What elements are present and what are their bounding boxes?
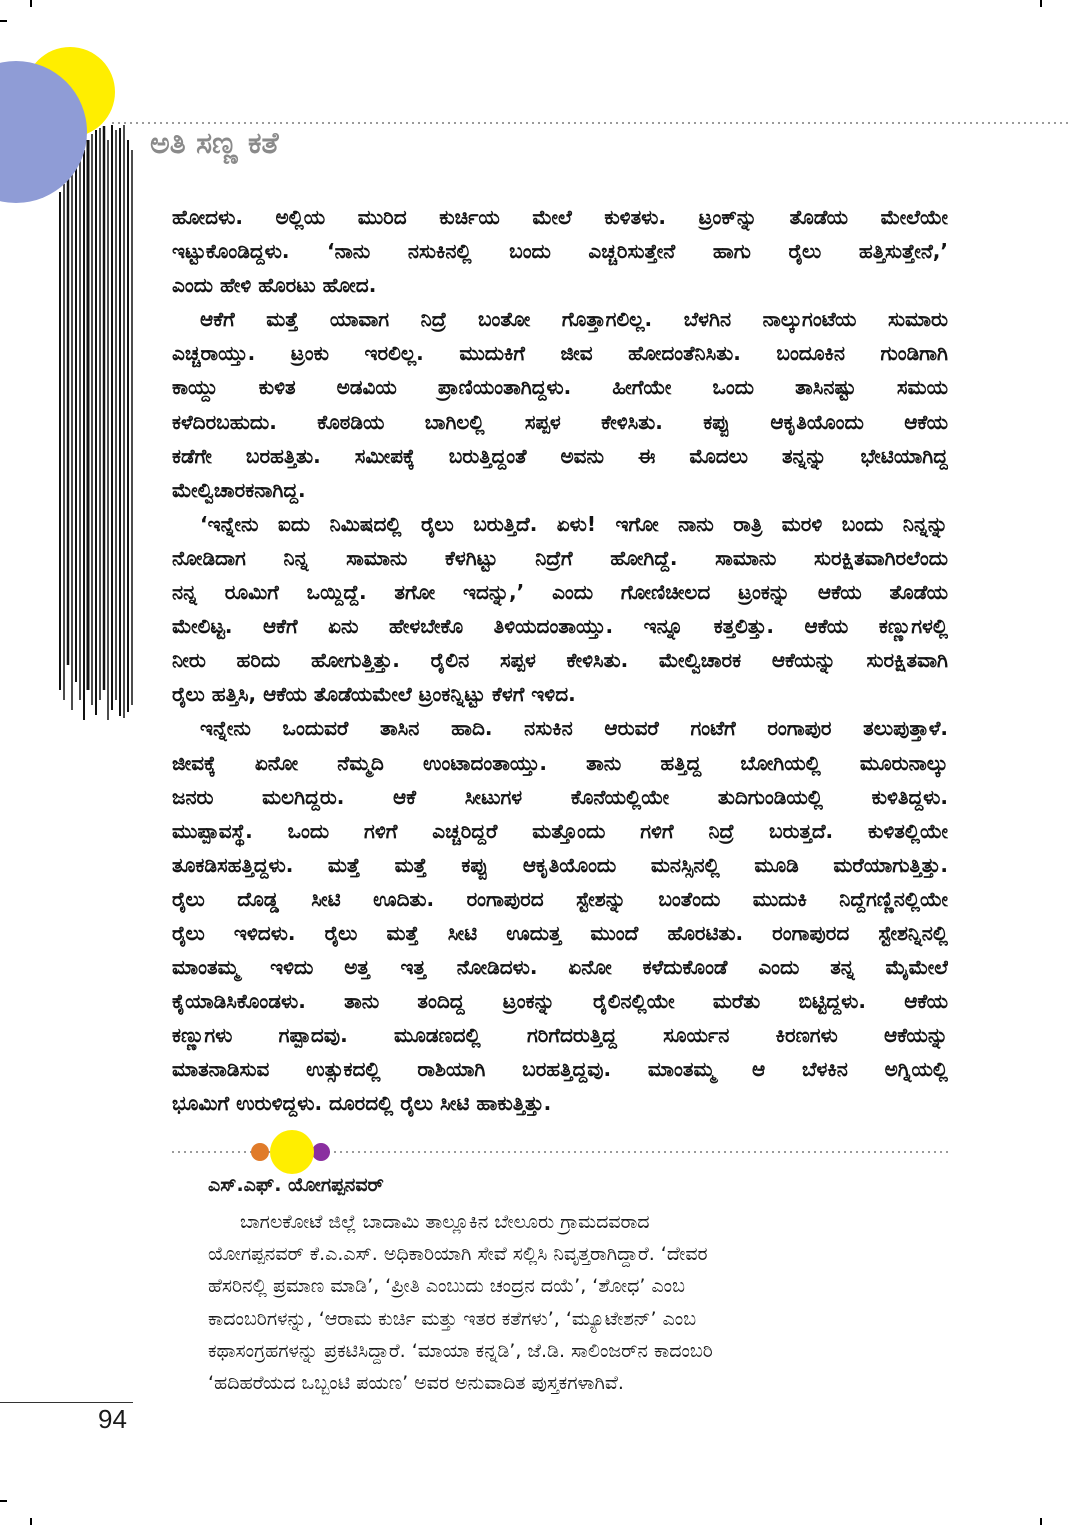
bio-text-line: ಬಾಗಲಕೋಟೆ ಜಿಲ್ಲೆ ಬಾದಾಮಿ ತಾಲ್ಲೂಕಿನ ಬೇಲೂರು ಗ್ರಾಮದವರಾದ <box>240 1211 650 1233</box>
story-text-line: ನೀರು ಹರಿದು ಹೋಗುತ್ತಿತ್ತು. ರೈಲಿನ ಸಪ್ಪಳ ಕೇಳಿಸಿತು. ಮೇಲ್ವಿಚಾರಕ ಆಕೆಯನ್ನು ಸುರಕ್ಷಿತವಾಗಿ <box>172 648 948 673</box>
story-text-line: ರೈಲು ಹತ್ತಿಸಿ, ಆಕೆಯ ತೊಡೆಯಮೇಲೆ ಟ್ರಂಕನ್ನಿಟ್ಟು ಕೆಳಗೆ ಇಳಿದ. <box>172 682 576 707</box>
story-text-line: ಭೂಮಿಗೆ ಉರುಳಿದ್ದಳು. ದೂರದಲ್ಲಿ ರೈಲು ಸೀಟಿ ಹಾಕುತ್ತಿತ್ತು. <box>172 1091 552 1116</box>
crop-mark <box>0 20 7 22</box>
story-text-line: ಕಳೆದಿರಬಹುದು. ಕೊಠಡಿಯ ಬಾಗಿಲಲ್ಲಿ ಸಪ್ಪಳ ಕೇಳಿಸಿತು. ಕಪ್ಪು ಆಕೃತಿಯೊಂದು ಆಕೆಯ <box>172 409 948 434</box>
crop-mark <box>1040 0 1042 7</box>
page-number: 94 <box>98 1404 127 1434</box>
story-text-line: ನೋಡಿದಾಗ ನಿನ್ನ ಸಾಮಾನು ಕೆಳಗಿಟ್ಟು ನಿದ್ರೆಗೆ ಹೋಗಿದ್ದೆ. ಸಾಮಾನು ಸುರಕ್ಷಿತವಾಗಿರಲೆಂದು <box>172 545 948 570</box>
story-text-line: ರೈಲು ಇಳಿದಳು. ರೈಲು ಮತ್ತೆ ಸೀಟಿ ಊದುತ್ತ ಮುಂದೆ ಹೊರಟಿತು. ರಂಗಾಪುರದ ಸ್ಟೇಶನ್ನಿನಲ್ಲಿ <box>172 920 948 945</box>
bio-text-line: ಕಥಾಸಂಗ್ರಹಗಳನ್ನು ಪ್ರಕಟಿಸಿದ್ದಾರೆ. ‘ಮಾಯಾ ಕನ್ನಡಿ’, ಜೆ.ಡಿ. ಸಾಲಿಂಜರ್‌ನ ಕಾದಂಬರಿ <box>208 1339 713 1362</box>
story-text-line: ನನ್ನ ರೂಮಿಗೆ ಒಯ್ದಿದ್ದೆ. ತಗೋ ಇದನ್ನು,’ ಎಂದು ಗೋಣಿಚೀಲದ ಟ್ರಂಕನ್ನು ಆಕೆಯ ತೊಡೆಯ <box>172 580 948 605</box>
story-text-line: ಮೇಲಿಟ್ಟ. ಆಕೆಗೆ ಏನು ಹೇಳಬೇಕೊ ತಿಳಿಯದಂತಾಯ್ತು. ಇನ್ನೂ ಕತ್ತಲಿತ್ತು. ಆಕೆಯ ಕಣ್ಣುಗಳಲ್ಲಿ <box>172 614 948 639</box>
story-text-line: ಜನರು ಮಲಗಿದ್ದರು. ಆಕೆ ಸೀಟುಗಳ ಕೊನೆಯಲ್ಲಿಯೇ ತುದಿಗುಂಡಿಯಲ್ಲಿ ಕುಳಿತಿದ್ದಳು. <box>172 784 948 809</box>
story-text-line: ಎಚ್ಚರಾಯ್ತು. ಟ್ರಂಕು ಇರಲಿಲ್ಲ. ಮುದುಕಿಗೆ ಜೀವ ಹೋದಂತೆನಿಸಿತು. ಬಂದೂಕಿನ ಗುಂಡಿಗಾಗಿ <box>172 341 948 366</box>
story-text-line: ಹೋದಳು. ಅಲ್ಲಿಯ ಮುರಿದ ಕುರ್ಚಿಯ ಮೇಲೆ ಕುಳಿತಳು. ಟ್ರಂಕ್‌ನ್ನು ತೊಡೆಯ ಮೇಲೆಯೇ <box>172 205 948 229</box>
story-text-line: ಕೈಯಾಡಿಸಿಕೊಂಡಳು. ತಾನು ತಂದಿದ್ದ ಟ್ರಂಕನ್ನು ರೈಲಿನಲ್ಲಿಯೇ ಮರೆತು ಬಿಟ್ಟಿದ್ದಳು. ಆಕೆಯ <box>172 989 948 1014</box>
bio-text-line: ಯೋಗಪ್ಪನವರ್ ಕೆ.ಎ.ಎಸ್. ಅಧಿಕಾರಿಯಾಗಿ ಸೇವೆ ಸಲ್ಲಿಸಿ ನಿವೃತ್ತರಾಗಿದ್ದಾರೆ. ‘ದೇವರ <box>208 1243 708 1266</box>
crop-mark <box>0 1500 7 1502</box>
story-text-line: ಆಕೆಗೆ ಮತ್ತೆ ಯಾವಾಗ ನಿದ್ರೆ ಬಂತೋ ಗೊತ್ತಾಗಲಿಲ್ಲ. ಬೆಳಗಿನ ನಾಲ್ಕುಗಂಟೆಯ ಸುಮಾರು <box>200 307 948 332</box>
story-text-line: ತೂಕಡಿಸಹತ್ತಿದ್ದಳು. ಮತ್ತೆ ಮತ್ತೆ ಕಪ್ಪು ಆಕೃತಿಯೊಂದು ಮನಸ್ಸಿನಲ್ಲಿ ಮೂಡಿ ಮರೆಯಾಗುತ್ತಿತ್ತು. <box>172 852 948 877</box>
story-text-line: ಮೇಲ್ವಿಚಾರಕನಾಗಿದ್ದ. <box>172 477 306 502</box>
author-bio <box>208 1206 908 1399</box>
crop-mark <box>30 0 32 7</box>
orange-dot-decoration <box>251 1143 269 1161</box>
purple-dot-decoration <box>312 1143 330 1161</box>
story-body <box>172 200 948 1121</box>
story-text-line: ‘ಇನ್ನೇನು ಐದು ನಿಮಿಷದಲ್ಲಿ ರೈಲು ಬರುತ್ತಿದೆ. ಏಳು! ಇಗೋ ನಾನು ರಾತ್ರಿ ಮರಳಿ ಬಂದು ನಿನ್ನನ್ನು <box>200 511 948 536</box>
story-text-line: ಮಾಂತಮ್ಮ ಇಳಿದು ಅತ್ತ ಇತ್ತ ನೋಡಿದಳು. ಏನೋ ಕಳೆದುಕೊಂಡೆ ಎಂದು ತನ್ನ ಮೈಮೇಲೆ <box>172 955 948 980</box>
author-name: ಎಸ್.ಎಫ್. ಯೋಗಪ್ಪನವರ್ <box>208 1174 384 1196</box>
story-text-line: ಇನ್ನೇನು ಒಂದುವರೆ ತಾಸಿನ ಹಾದಿ. ನಸುಕಿನ ಆರುವರೆ ಗಂಟೆಗೆ ರಂಗಾಪುರ ತಲುಪುತ್ತಾಳೆ. <box>200 716 948 741</box>
story-text-line: ಇಟ್ಟುಕೊಂಡಿದ್ದಳು. ‘ನಾನು ನಸುಕಿನಲ್ಲಿ ಬಂದು ಎಚ್ಚರಿಸುತ್ತೇನೆ ಹಾಗು ರೈಲು ಹತ್ತಿಸುತ್ತೇನೆ,’ <box>172 239 948 264</box>
story-text-line: ಜೀವಕ್ಕೆ ಏನೋ ನೆಮ್ಮದಿ ಉಂಟಾದಂತಾಯ್ತು. ತಾನು ಹತ್ತಿದ್ದ ಬೋಗಿಯಲ್ಲಿ ಮೂರುನಾಲ್ಕು <box>172 750 948 775</box>
bio-text-line: ಹೆಸರಿನಲ್ಲಿ ಪ್ರಮಾಣ ಮಾಡಿ’, ‘ಪ್ರೀತಿ ಎಂಬುದು ಚಂದ್ರನ ದಯೆ’, ‘ಶೋಧ’ ಎಂಬ <box>208 1275 685 1298</box>
story-text-line: ಮಾತನಾಡಿಸುವ ಉತ್ಸುಕದಲ್ಲಿ ರಾಶಿಯಾಗಿ ಬರಹತ್ತಿದ್ದವು. ಮಾಂತಮ್ಮ ಆ ಬೆಳಕಿನ ಅಗ್ನಿಯಲ್ಲಿ <box>172 1057 948 1082</box>
section-separator <box>0 1126 1072 1178</box>
page-number-rule <box>0 1402 133 1403</box>
story-text-line: ಕಣ್ಣುಗಳು ಗಪ್ಪಾದವು. ಮೂಡಣದಲ್ಲಿ ಗರಿಗೆದರುತ್ತಿದ್ದ ಸೂರ್ಯನ ಕಿರಣಗಳು ಆಕೆಯನ್ನು <box>172 1023 948 1048</box>
crop-mark <box>30 1518 32 1525</box>
story-text-line: ಮುಪ್ಪಾವಸ್ಥೆ. ಒಂದು ಗಳಿಗೆ ಎಚ್ಚರಿದ್ದರೆ ಮತ್ತೊಂದು ಗಳಿಗೆ ನಿದ್ರೆ ಬರುತ್ತದೆ. ಕುಳಿತಲ್ಲಿಯೇ <box>172 818 948 843</box>
vertical-stroke-bundle <box>60 125 132 720</box>
bio-text-line: ಕಾದಂಬರಿಗಳನ್ನು, ‘ಆರಾಮ ಕುರ್ಚಿ ಮತ್ತು ಇತರ ಕತೆಗಳು’, ‘ಮ್ಯೂಟೇಶನ್’ ಎಂಬ <box>208 1307 697 1330</box>
crop-mark <box>1040 1518 1042 1525</box>
bio-text-line: ‘ಹದಿಹರೆಯದ ಒಬ್ಬಂಟಿ ಪಯಣ’ ಅವರ ಅನುವಾದಿತ ಪುಸ್ತಕಗಳಾಗಿವೆ. <box>208 1371 624 1394</box>
story-text-line: ಎಂದು ಹೇಳಿ ಹೊರಟು ಹೋದ. <box>172 273 377 298</box>
story-text-line: ಕಡೆಗೇ ಬರಹತ್ತಿತು. ಸಮೀಪಕ್ಕೆ ಬರುತ್ತಿದ್ದಂತೆ ಅವನು ಈ ಮೊದಲು ತನ್ನನ್ನು ಭೇಟಿಯಾಗಿದ್ದ <box>172 443 948 468</box>
section-title: ಅತಿ ಸಣ್ಣ ಕತೆ <box>150 126 279 161</box>
yellow-dot-decoration <box>270 1130 314 1174</box>
story-text-line: ರೈಲು ದೊಡ್ಡ ಸೀಟಿ ಊದಿತು. ರಂಗಾಪುರದ ಸ್ಟೇಶನ್ನು ಬಂತೆಂದು ಮುದುಕಿ ನಿದ್ದೆಗಣ್ಣಿನಲ್ಲಿಯೇ <box>172 886 948 911</box>
story-text-line: ಕಾಯ್ದು ಕುಳಿತ ಅಡವಿಯ ಪ್ರಾಣಿಯಂತಾಗಿದ್ದಳು. ಹೀಗೆಯೇ ಒಂದು ತಾಸಿನಷ್ಟು ಸಮಯ <box>172 375 948 400</box>
